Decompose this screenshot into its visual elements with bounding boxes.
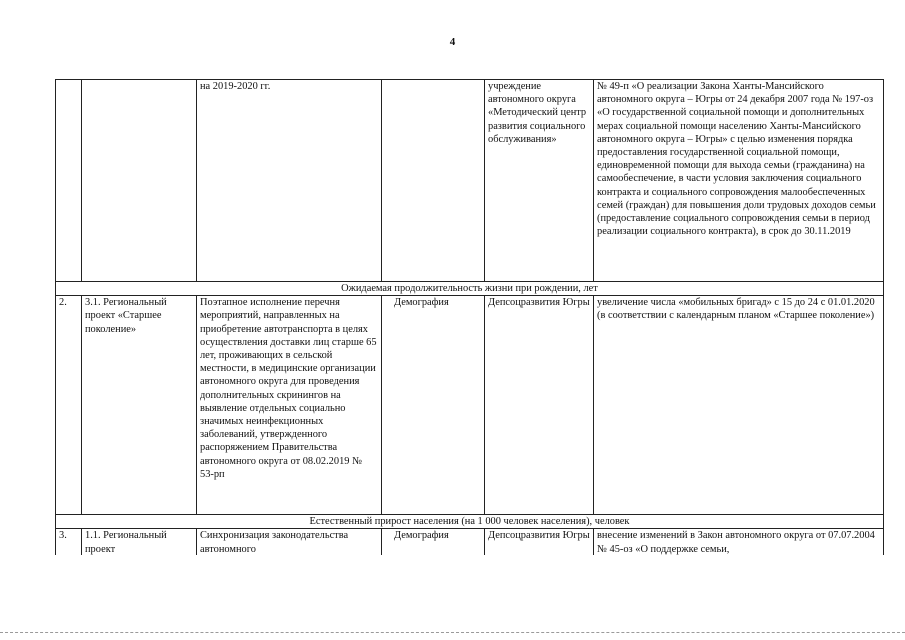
cell-number: 2. (56, 296, 82, 515)
measures-table (55, 79, 884, 555)
table-row (56, 296, 884, 515)
cell-measure: на 2019-2020 гг. (197, 80, 382, 282)
scan-edge-line (0, 632, 905, 633)
cell-project (82, 80, 197, 282)
section-title-life-expectancy: Ожидаемая продолжительность жизни при рождении, лет (56, 282, 884, 296)
cell-number (56, 80, 82, 282)
table-section-row (56, 282, 884, 296)
cell-national-project (382, 80, 485, 282)
cell-executor: учреждение автономного округа «Методический центр развития социального обслуживания» (485, 80, 594, 282)
cell-national-project: Демография (382, 296, 485, 515)
cell-executor: Депсоцразвития Югры (485, 529, 594, 556)
cell-result: внесение изменений в Закон автономного округа от 07.07.2004 № 45-оз «О поддержке семьи, (594, 529, 884, 556)
cell-executor: Депсоцразвития Югры (485, 296, 594, 515)
cell-result: № 49-п «О реализации Закона Ханты-Мансийского автономного округа – Югры от 24 декабря 2007 года № 197-оз «О государственной социальной помощи и дополнительных мерах социальной помощи населению Ханты-Мансийского автономного округа – Югры» с целью изменения порядка предоставления государственной социальной помощи, единовременной помощи для выхода семьи (гражданина) на самообеспечение, в части условия заключения социального контракта и социального сопровождения малообеспеченных семей (граждан) для повышения доли трудовых доходов семьи (предоставление социального сопровождения семьи в период реализации социального контракта), в срок до 30.11.2019 (594, 80, 884, 282)
table-section-row (56, 515, 884, 529)
page-number: 4 (449, 36, 456, 48)
table-row (56, 80, 884, 282)
cell-result: увеличение числа «мобильных бригад» с 15 до 24 с 01.01.2020 (в соответствии с календарным планом «Старшее поколение») (594, 296, 884, 515)
cell-measure: Синхронизация законодательства автономного (197, 529, 382, 556)
table-row (56, 529, 884, 556)
cell-project: 3.1. Региональный проект «Старшее поколение» (82, 296, 197, 515)
section-title-natural-growth: Естественный прирост населения (на 1 000 человек населения), человек (56, 515, 884, 529)
cell-national-project: Демография (382, 529, 485, 556)
cell-number: 3. (56, 529, 82, 556)
cell-measure: Поэтапное исполнение перечня мероприятий, направленных на приобретение автотранспорта в целях осуществления доставки лиц старше 65 лет, проживающих в сельской местности, в медицинские организации автономного округа для проведения дополнительных скринингов на выявление отдельных социально значимых неинфекционных заболеваний, утвержденного распоряжением Правительства автономного округа от 08.02.2019 № 53-рп (197, 296, 382, 515)
cell-project: 1.1. Региональный проект (82, 529, 197, 556)
